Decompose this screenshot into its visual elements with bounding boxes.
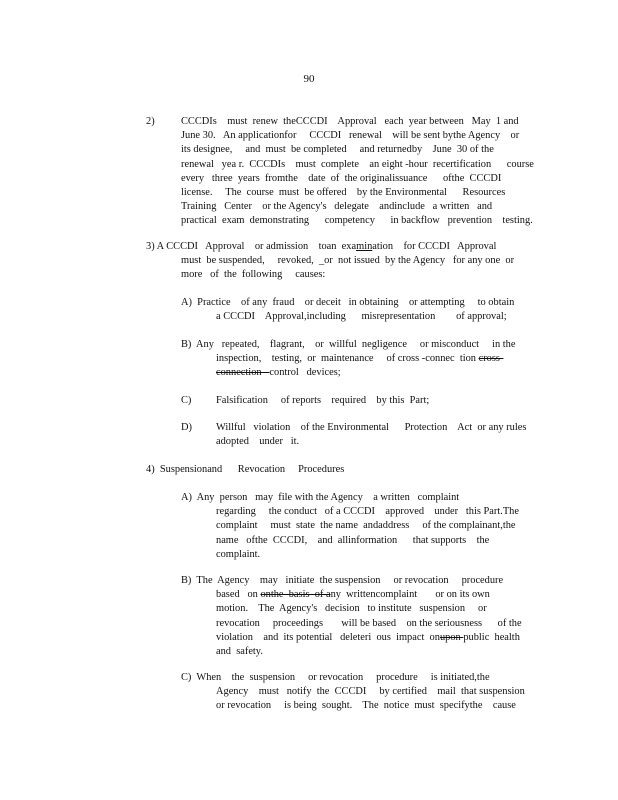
text-run: 3) A CCCDI Approval or admission toan exa xyxy=(146,241,357,252)
subitem-4c xyxy=(181,671,525,714)
subitem-line: B) The Agency may initiate the suspension or revocation procedure xyxy=(181,575,504,586)
subitem-line xyxy=(181,366,515,380)
subitem-body xyxy=(216,421,526,449)
struck-text: onthe basis of a xyxy=(260,589,331,601)
subitem-4a xyxy=(181,491,519,562)
subitem-line: C) When the suspension or revocation procedure is initiated,the xyxy=(181,672,490,683)
item-3-suspension-causes xyxy=(146,240,546,281)
struck-text: cross- xyxy=(478,353,504,365)
section-heading: 4) Suspensionand Revocation Procedures xyxy=(146,464,345,475)
item-2-label: 2) xyxy=(146,116,155,127)
text-run: or not issued by the Agency for any one or xyxy=(324,255,515,267)
subitem-line: or revocation is being sought. The notice must specifythe cause xyxy=(216,700,516,712)
subitem-4b xyxy=(181,574,522,659)
subitem-text: Falsification of reports required by this Part; xyxy=(216,395,430,406)
paragraph-line: its designee, and must be completed and returnedby June 30 of the xyxy=(181,144,494,156)
subitem-line: motion. The Agency's decision to institute suspension or xyxy=(216,603,487,615)
subitem-3b xyxy=(181,338,515,381)
item-3-body xyxy=(181,254,514,282)
text-run: inspection, testing, or maintenance of cross -connec tion xyxy=(216,353,479,365)
page-number: 90 xyxy=(303,73,315,85)
subitem-line: A) Practice of any fraud or deceit in obtaining or attempting to obtain xyxy=(181,297,515,308)
text-run: violation and its potential deleteri ous impact on xyxy=(216,631,440,643)
subitem-3a xyxy=(181,296,514,324)
paragraph-line: license. The course must be offered by the Environmental Resources xyxy=(181,186,506,198)
item-3-first-line xyxy=(146,240,546,254)
subitem-line: regarding the conduct of a CCCDI approved under this Part.The xyxy=(216,506,519,518)
subitem-line: B) Any repeated, flagrant, or willful negligence or misconduct in the xyxy=(181,339,516,350)
underlined-text: min xyxy=(356,241,373,252)
item-4-heading xyxy=(146,463,344,477)
paragraph-line: more of the following causes: xyxy=(181,269,326,281)
paragraph-line: practical exam demonstrating competency in backflow prevention testing. xyxy=(181,215,533,227)
text-run: ny writtencomplaint or on its own xyxy=(330,589,490,601)
text-run: control devices; xyxy=(269,367,341,379)
item-2-body xyxy=(181,115,534,229)
paragraph-line: renewal yea r. CCCDIs must complete an eight -hour recertification course xyxy=(181,158,534,170)
paragraph-line: every three years fromthe date of the originalissuance ofthe CCCDI xyxy=(181,172,502,184)
subitem-line xyxy=(181,631,522,645)
underscore-mark: _ xyxy=(318,255,325,267)
text-run: must be suspended, revoked, xyxy=(181,255,319,267)
subitem-label: C) xyxy=(181,395,192,406)
subitem-label: D) xyxy=(181,422,192,433)
struck-text: upon xyxy=(439,631,464,643)
subitem-line: Agency must notify the CCCDI by certified mail that suspension xyxy=(216,686,525,698)
paragraph-line: Training Center or the Agency's delegate andinclude a written and xyxy=(181,201,493,213)
subitem-line xyxy=(181,352,515,366)
subitem-text: Willful violation of the Environmental Protection Act or any rules xyxy=(216,422,527,433)
subitem-line: A) Any person may file with the Agency a written complaint xyxy=(181,492,460,503)
subitem-line xyxy=(181,588,522,602)
subitem-line: a CCCDI Approval,including misrepresentation of approval; xyxy=(216,311,507,323)
subitem-text: adopted under it. xyxy=(216,436,300,448)
struck-text: connection xyxy=(216,367,270,379)
text-run: based on xyxy=(216,589,261,601)
paragraph-line: CCCDIs must renew theCCCDI Approval each year between May 1 and xyxy=(181,116,519,127)
text-run: public health xyxy=(463,631,520,643)
subitem-line: complaint. xyxy=(216,548,261,560)
subitem-line: complaint must state the name andaddress of the complainant,the xyxy=(216,520,516,532)
subitem-line: name ofthe CCCDI, and allinformation that supports the xyxy=(216,534,490,546)
paragraph-line xyxy=(181,254,514,268)
text-run: ation for CCCDI Approval xyxy=(372,241,497,252)
subitem-line: and safety. xyxy=(216,645,263,657)
subitem-line: revocation proceedings will be based on the seriousness of the xyxy=(216,617,522,629)
paragraph-line: June 30. An applicationfor CCCDI renewal will be sent bythe Agency or xyxy=(181,130,520,142)
